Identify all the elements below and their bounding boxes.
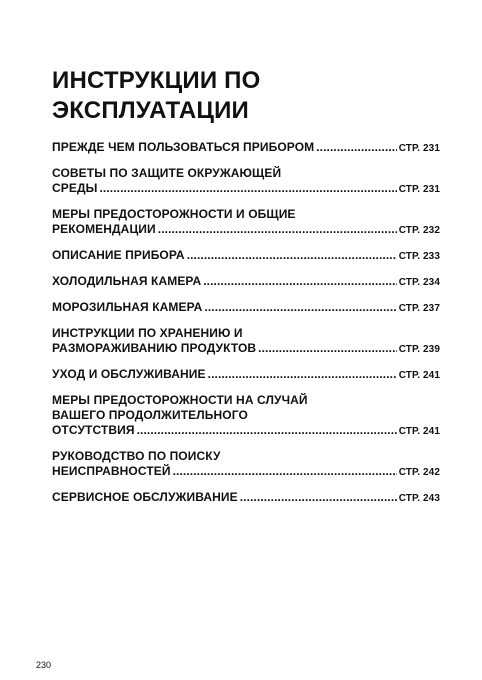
toc-entry: [52, 140, 440, 156]
toc-entry-row: [52, 341, 440, 357]
dot-leader: [204, 300, 396, 315]
toc-entry: [52, 274, 440, 290]
toc-entry-title-line: ВАШЕГО ПРОДОЛЖИТЕЛЬНОГО: [52, 408, 248, 422]
toc-entry-title-line: МЕРЫ ПРЕДОСТОРОЖНОСТИ И ОБЩИЕ: [52, 207, 296, 221]
dot-leader: [208, 367, 397, 382]
dot-leader: [187, 248, 397, 263]
dot-leader: [316, 140, 396, 155]
toc-entry-page-ref: СТР. 233: [398, 251, 440, 262]
toc-entry-title-line: УХОД И ОБСЛУЖИВАНИЕ: [52, 367, 206, 381]
toc-entry-title-line: МОРОЗИЛЬНАЯ КАМЕРА: [52, 300, 203, 314]
toc-entry-page-ref: СТР. 242: [398, 467, 440, 478]
toc-entry-row: [52, 222, 440, 238]
toc-entry-row: [52, 248, 440, 264]
toc-entry-title-line: СОВЕТЫ ПО ЗАЩИТЕ ОКРУЖАЮЩЕЙ: [52, 166, 282, 180]
dot-leader: [137, 423, 397, 438]
dot-leader: [258, 341, 397, 356]
toc-entry-title-line: СРЕДЫ: [52, 181, 98, 195]
toc-entry: [52, 248, 440, 264]
toc-entry-page-ref: СТР. 231: [398, 143, 440, 154]
footer-page-number: 230: [36, 660, 52, 670]
toc-entry-row: [52, 181, 440, 197]
dot-leader: [173, 464, 397, 479]
dot-leader: [240, 490, 397, 505]
toc-entry: [52, 300, 440, 316]
toc-entry-title-line: РАЗМОРАЖИВАНИЮ ПРОДУКТОВ: [52, 341, 257, 355]
page-title-line-2: ЭКСПЛУАТАЦИИ: [52, 97, 250, 124]
dot-leader: [158, 222, 397, 237]
toc-entry: [52, 393, 440, 439]
toc-entry-title-line: ХОЛОДИЛЬНАЯ КАМЕРА: [52, 274, 202, 288]
toc-entry: [52, 449, 440, 480]
toc-entry-row: [52, 140, 440, 156]
toc-entry-page-ref: СТР. 243: [398, 493, 440, 504]
toc-entry-row: [52, 300, 440, 316]
toc-entry-page-ref: СТР. 234: [398, 277, 440, 288]
toc-entry-page-ref: СТР. 241: [398, 426, 440, 437]
toc-entry-page-ref: СТР. 231: [398, 184, 440, 195]
toc-entry-page-ref: СТР. 239: [398, 344, 440, 355]
toc-entry: [52, 326, 440, 357]
toc-entry: [52, 166, 440, 197]
table-of-contents: [52, 140, 440, 516]
toc-entry-title-line: ИНСТРУКЦИИ ПО ХРАНЕНИЮ И: [52, 326, 243, 340]
toc-entry-row: [52, 490, 440, 506]
toc-entry-page-ref: СТР. 232: [398, 225, 440, 236]
toc-entry-title-line: МЕРЫ ПРЕДОСТОРОЖНОСТИ НА СЛУЧАЙ: [52, 393, 308, 407]
toc-entry-title-line: ОТСУТСТВИЯ: [52, 423, 135, 437]
toc-entry-row: [52, 423, 440, 439]
toc-entry-title-line: НЕИСПРАВНОСТЕЙ: [52, 464, 171, 478]
toc-entry-title-line: ПРЕЖДЕ ЧЕМ ПОЛЬЗОВАТЬСЯ ПРИБОРОМ: [52, 140, 315, 154]
page-title: [52, 66, 260, 126]
toc-entry-page-ref: СТР. 237: [398, 303, 440, 314]
toc-entry: [52, 207, 440, 238]
toc-entry-row: [52, 464, 440, 480]
toc-entry-page-ref: СТР. 241: [398, 370, 440, 381]
toc-entry-row: [52, 274, 440, 290]
toc-entry-title-line: РЕКОМЕНДАЦИИ: [52, 222, 156, 236]
dot-leader: [99, 181, 396, 196]
page-title-line-1: ИНСТРУКЦИИ ПО: [52, 67, 261, 94]
toc-entry-title-line: СЕРВИСНОЕ ОБСЛУЖИВАНИЕ: [52, 490, 238, 504]
dot-leader: [203, 274, 396, 289]
toc-entry-title-line: РУКОВОДСТВО ПО ПОИСКУ: [52, 449, 221, 463]
toc-entry: [52, 490, 440, 506]
toc-entry-row: [52, 367, 440, 383]
toc-entry: [52, 367, 440, 383]
toc-entry-title-line: ОПИСАНИЕ ПРИБОРА: [52, 248, 185, 262]
